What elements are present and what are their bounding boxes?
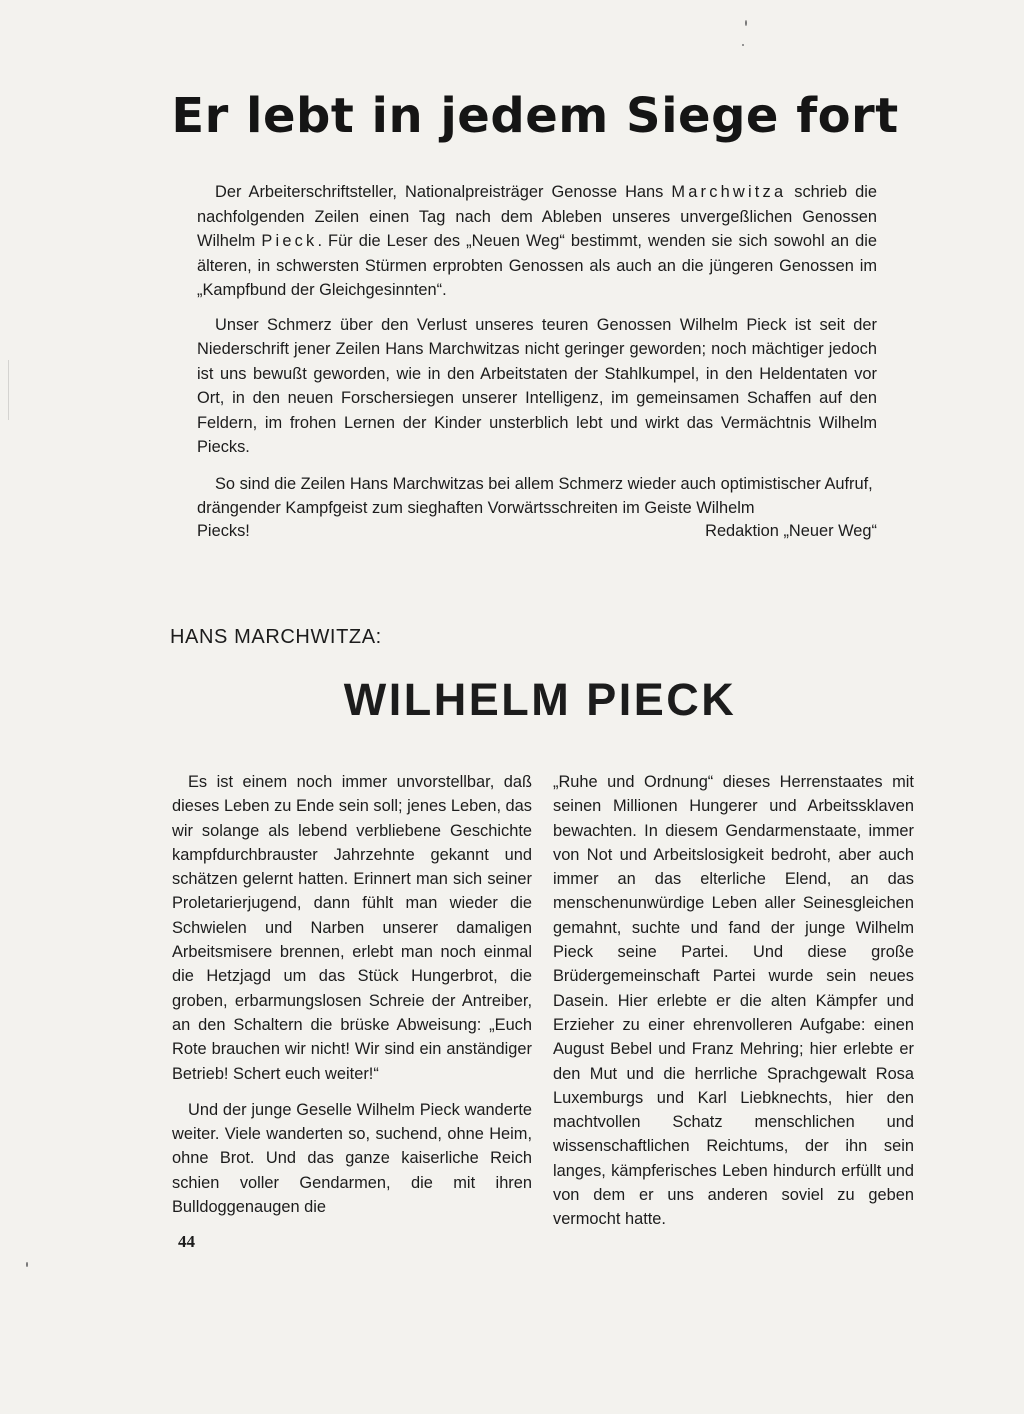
scan-speck — [742, 44, 744, 46]
editorial-intro — [197, 180, 877, 543]
scan-speck — [26, 1262, 28, 1267]
article-column-left — [172, 770, 532, 1231]
intro-paragraph-1 — [197, 180, 877, 303]
scan-speck — [745, 20, 747, 26]
article-paragraph-2: Und der junge Geselle Wilhelm Pieck wanderte weiter. Viele wanderten so, suchend, ohne Heim, ohne Brot. Und das ganze kaiserliche Reich schien voller Gendarmen, die mit ihren Bulldoggenaugen die — [172, 1100, 532, 1217]
intro-paragraph-2: Unser Schmerz über den Verlust unseres teuren Genossen Wilhelm Pieck ist seit der Niederschrift jener Zeilen Hans Marchwitzas nicht geringer geworden; noch mächtiger jedoch ist uns bewußt geworden, wie in den Arbeitstaten der Stahlkumpel, in den Heldentaten vor Ort, in den neuen Forschersiegen unserer Intelligenz, im gemeinsamen Schaffen auf den Feldern, im frohen Lernen der Kinder unsterblich lebt und wirkt das Vermächtnis Wilhelm Piecks. — [197, 315, 877, 456]
intro-p3-text: So sind die Zeilen Hans Marchwitzas bei allem Schmerz wieder auch optimistischer Aufruf, drängender Kampfgeist zum sieghaften Vorwärtsschreiten im Geiste Wilhelm — [197, 474, 873, 517]
intro-p1-end: . Für die Leser des „Neuen Weg“ bestimmt, wenden sie sich sowohl an die älteren, in schwersten Stürmen erprobten Genossen als auch an die jüngeren Genossen im „Kampfbund der Gleichgesinnten“. — [197, 232, 877, 299]
article-author: HANS MARCHWITZA: — [170, 626, 382, 648]
intro-p3-end: Piecks! — [197, 521, 250, 540]
article-paragraph-3: „Ruhe und Ordnung“ dieses Herrenstaates mit seinen Millionen Hungerer und Arbeitssklaven bewachten. In diesem Gendarmenstaate, immer von Not und Arbeitslosigkeit bedroht, aber auch immer an das elterliche Elend, an das menschenunwürdige Leben aller Seinesgleichen gemahnt, suchte und fand der junge Wilhelm Pieck seine Partei. Und diese große Brüdergemeinschaft Partei wurde sein neues Dasein. Hier erlebte er die alten Kämpfer und Erzieher zu einer ehrenvolleren Aufgabe: einen August Bebel und Franz Mehring; hier erlebte er den Mut und die herrliche Sprachgewalt Rosa Luxemburgs und Karl Liebknechts, hier den machtvollen Schatz menschlichen und wissenschaftlichen Reichtums, der ihn sein langes, kämpferisches Leben hindurch erfüllt und von dem er uns anderen soviel zu geben vermocht hatte. — [553, 773, 914, 1229]
article-column-right — [553, 770, 914, 1244]
page-number: 44 — [178, 1232, 195, 1251]
intro-signature-row — [197, 519, 877, 544]
scan-speck — [8, 360, 9, 420]
intro-paragraph-3 — [197, 472, 877, 521]
article-paragraph-1: Es ist einem noch immer unvorstellbar, daß dieses Leben zu Ende sein soll; jenes Leben, das wir solange als lebend verbliebene Geschichte kampfdurchbrauster Jahrzehnte gekannt und schätzen gelernt hatten. Erinnert man sich seiner Proletarierjugend, dann fühlt man wieder die Schwielen und Narben unserer damaligen Arbeitsmisere brennen, erlebt man noch einmal die Hetzjagd um das Stück Hungerbrot, die groben, erbarmungslosen Schreie der Antreiber, an den Schaltern die brüske Abweisung: „Euch Rote brauchen wir nicht! Wir sind ein anständiger Betrieb! Schert euch weiter!“ — [172, 773, 532, 1083]
author-name-spaced: Marchwitza — [671, 183, 787, 201]
intro-p1-middle: schrieb die nachfolgenden Zeilen einen Tag nach dem Ableben unseres unvergeßlichen Genossen Wilhelm — [197, 183, 877, 250]
intro-p1-start: Der Arbeiterschriftsteller, Nationalpreisträger Genosse Hans — [215, 183, 672, 201]
page-title: Er lebt in jedem Siege fort — [171, 88, 899, 144]
article-title: WILHELM PIECK — [343, 674, 737, 725]
pieck-name-spaced: Pieck — [261, 232, 318, 250]
editorial-signature: Redaktion „Neuer Weg“ — [705, 521, 877, 540]
